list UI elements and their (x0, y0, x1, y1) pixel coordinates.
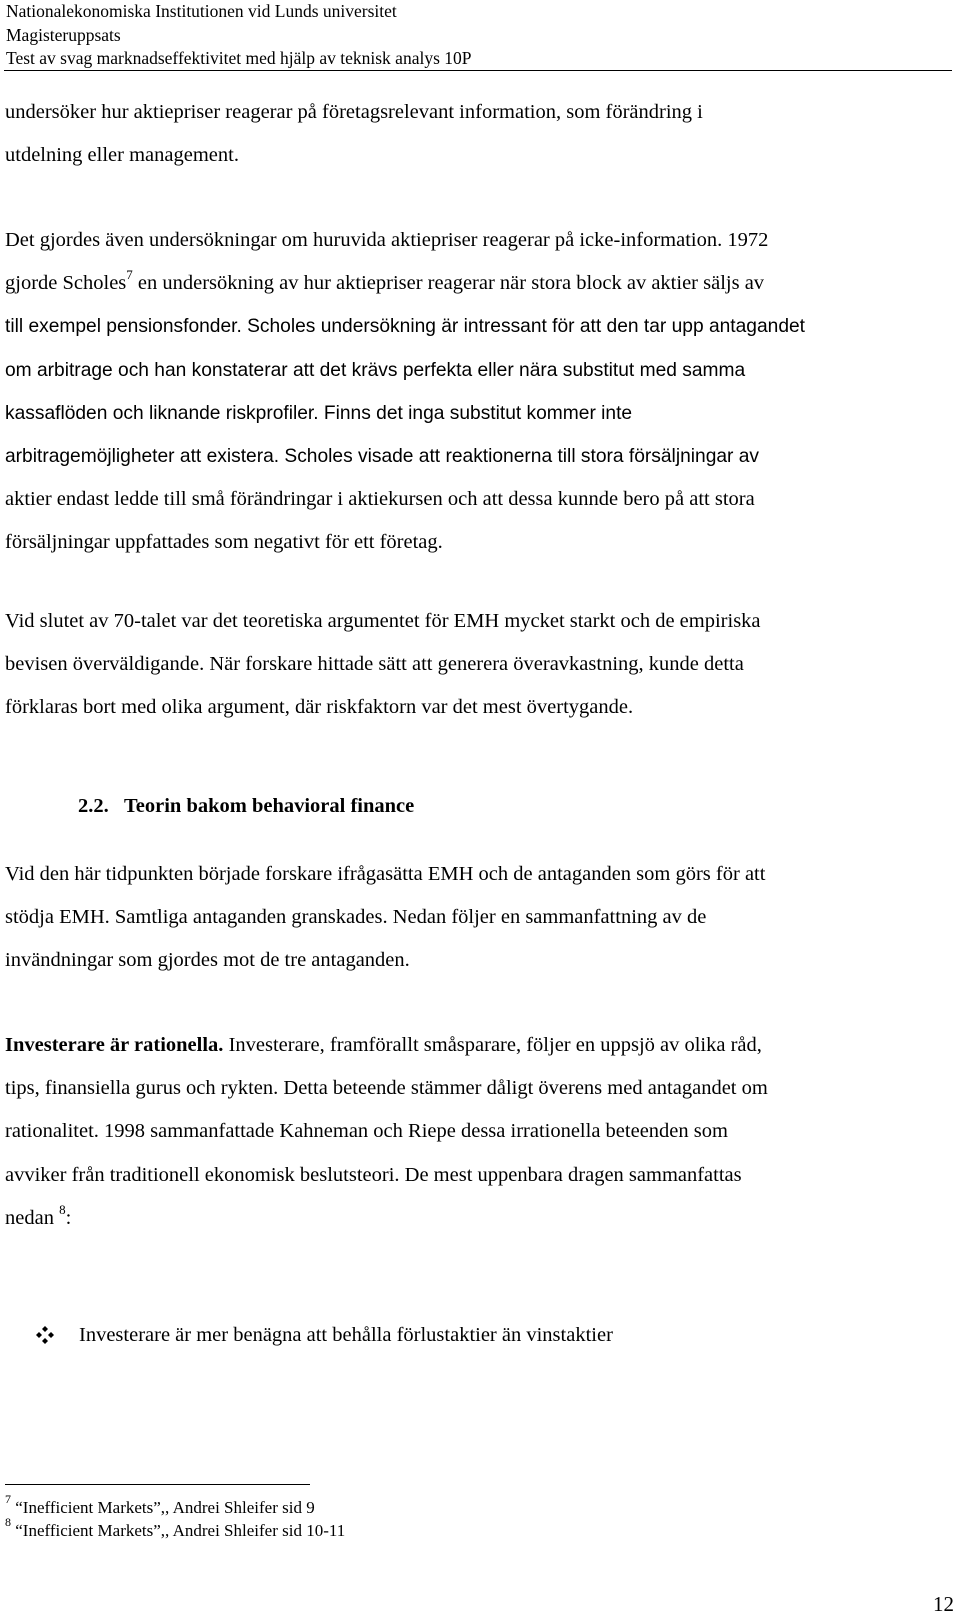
paragraph-1-line: utdelning eller management. (5, 144, 239, 167)
section-title: Teorin bakom behavioral finance (124, 795, 415, 817)
footnote-7 (5, 1492, 315, 1518)
page-number: 12 (933, 1592, 954, 1616)
paragraph-5-line: tips, finansiella gurus och rykten. Detta beteende stämmer dåligt överens med antagandet om (5, 1077, 768, 1100)
paragraph-2-line (5, 262, 950, 305)
page-header (6, 0, 952, 71)
footnote-text: “Inefficient Markets”,, Andrei Shleifer sid 9 (11, 1498, 315, 1517)
paragraph-1-line: undersöker hur aktiepriser reagerar på företagsrelevant information, som förändring i (5, 101, 703, 123)
paragraph-2-line: aktier endast ledde till små förändringar i aktiekursen och att dessa kunnde bero på att stora (5, 488, 755, 511)
paragraph-2-line (5, 435, 950, 478)
paragraph-4-line: stödja EMH. Samtliga antaganden granskades. Nedan följer en sammanfattning av de (5, 906, 707, 929)
paragraph-2-line: om arbitrage och han konstaterar att det krävs perfekta eller nära substitut med samma (5, 359, 746, 381)
footnote-8 (5, 1515, 346, 1541)
paragraph-3-line: förklaras bort med olika argument, där riskfaktorn var det mest övertygande. (5, 696, 634, 719)
paragraph-2-line: försäljningar uppfattades som negativt för ett företag. (5, 531, 443, 554)
paragraph-2-line: till exempel pensionsfonder. Scholes undersökning är intressant för att den tar upp antagandet (5, 316, 805, 338)
paragraph-3-line: Vid slutet av 70-talet var det teoretiska argumentet för EMH mycket starkt och de empiriska (5, 610, 761, 632)
footnote-number: 7 (5, 1492, 11, 1507)
footnote-ref-8: 8 (59, 1201, 66, 1217)
footnote-ref-7: 7 (126, 267, 133, 283)
footnote-divider (5, 1484, 310, 1485)
paragraph-3 (5, 600, 950, 730)
paragraph-5-line: rationalitet. 1998 sammanfattade Kahneman och Riepe dessa irrationella beteenden som (5, 1120, 728, 1143)
paragraph-2-text: arbitragemöjligheter att existera. Scholes visade att reaktionerna till stora försäljningar av (5, 446, 760, 468)
bold-lead-in: Investerare är rationella. (5, 1034, 224, 1056)
header-institution: Nationalekonomiska Institutionen vid Lunds universitet (6, 1, 397, 21)
paragraph-2-text: en undersökning av hur aktiepriser reagerar när stora block av aktier säljs av (132, 272, 765, 295)
four-diamond-bullet-icon (35, 1325, 55, 1345)
section-number: 2.2. (78, 795, 109, 817)
paragraph-4-line: Vid den här tidpunkten började forskare ifrågasätta EMH och de antaganden som görs för att (5, 863, 766, 885)
paragraph-5-text: nedan (5, 1206, 60, 1229)
paragraph-5 (5, 1024, 950, 1240)
paragraph-4 (5, 853, 950, 983)
header-divider (4, 70, 952, 71)
section-heading (78, 794, 414, 818)
paragraph-5-text: Investerare, framförallt småsparare, följer en uppsjö av olika råd, (223, 1034, 762, 1056)
paragraph-5-line: avviker från traditionell ekonomisk beslutsteori. De mest uppenbara dragen sammanfattas (5, 1163, 742, 1186)
paragraph-5-text: : (65, 1206, 72, 1229)
paragraph-2-text: gjorde Scholes (5, 272, 127, 295)
paragraph-2-line: Det gjordes även undersökningar om huruvida aktiepriser reagerar på icke-information. 1972 (5, 229, 769, 251)
paragraph-4-line: invändningar som gjordes mot de tre antaganden. (5, 949, 410, 972)
paragraph-5-line (5, 1024, 950, 1067)
header-thesis-title: Test av svag marknadseffektivitet med hjälp av teknisk analys 10P (6, 48, 472, 68)
paragraph-5-line (5, 1197, 950, 1240)
paragraph-3-line: bevisen överväldigande. När forskare hittade sätt att generera överavkastning, kunde detta (5, 653, 744, 676)
header-thesis-type: Magisteruppsats (6, 24, 121, 45)
bullet-text: Investerare är mer benägna att behålla förlustaktier än vinstaktier (79, 1324, 613, 1346)
footnote-text: “Inefficient Markets”,, Andrei Shleifer sid 10-11 (11, 1521, 346, 1540)
paragraph-2 (5, 219, 950, 565)
footnote-number: 8 (5, 1515, 11, 1530)
paragraph-1 (5, 91, 950, 177)
paragraph-2-line: kassaflöden och liknande riskprofiler. Finns det inga substitut kommer inte (5, 402, 633, 424)
